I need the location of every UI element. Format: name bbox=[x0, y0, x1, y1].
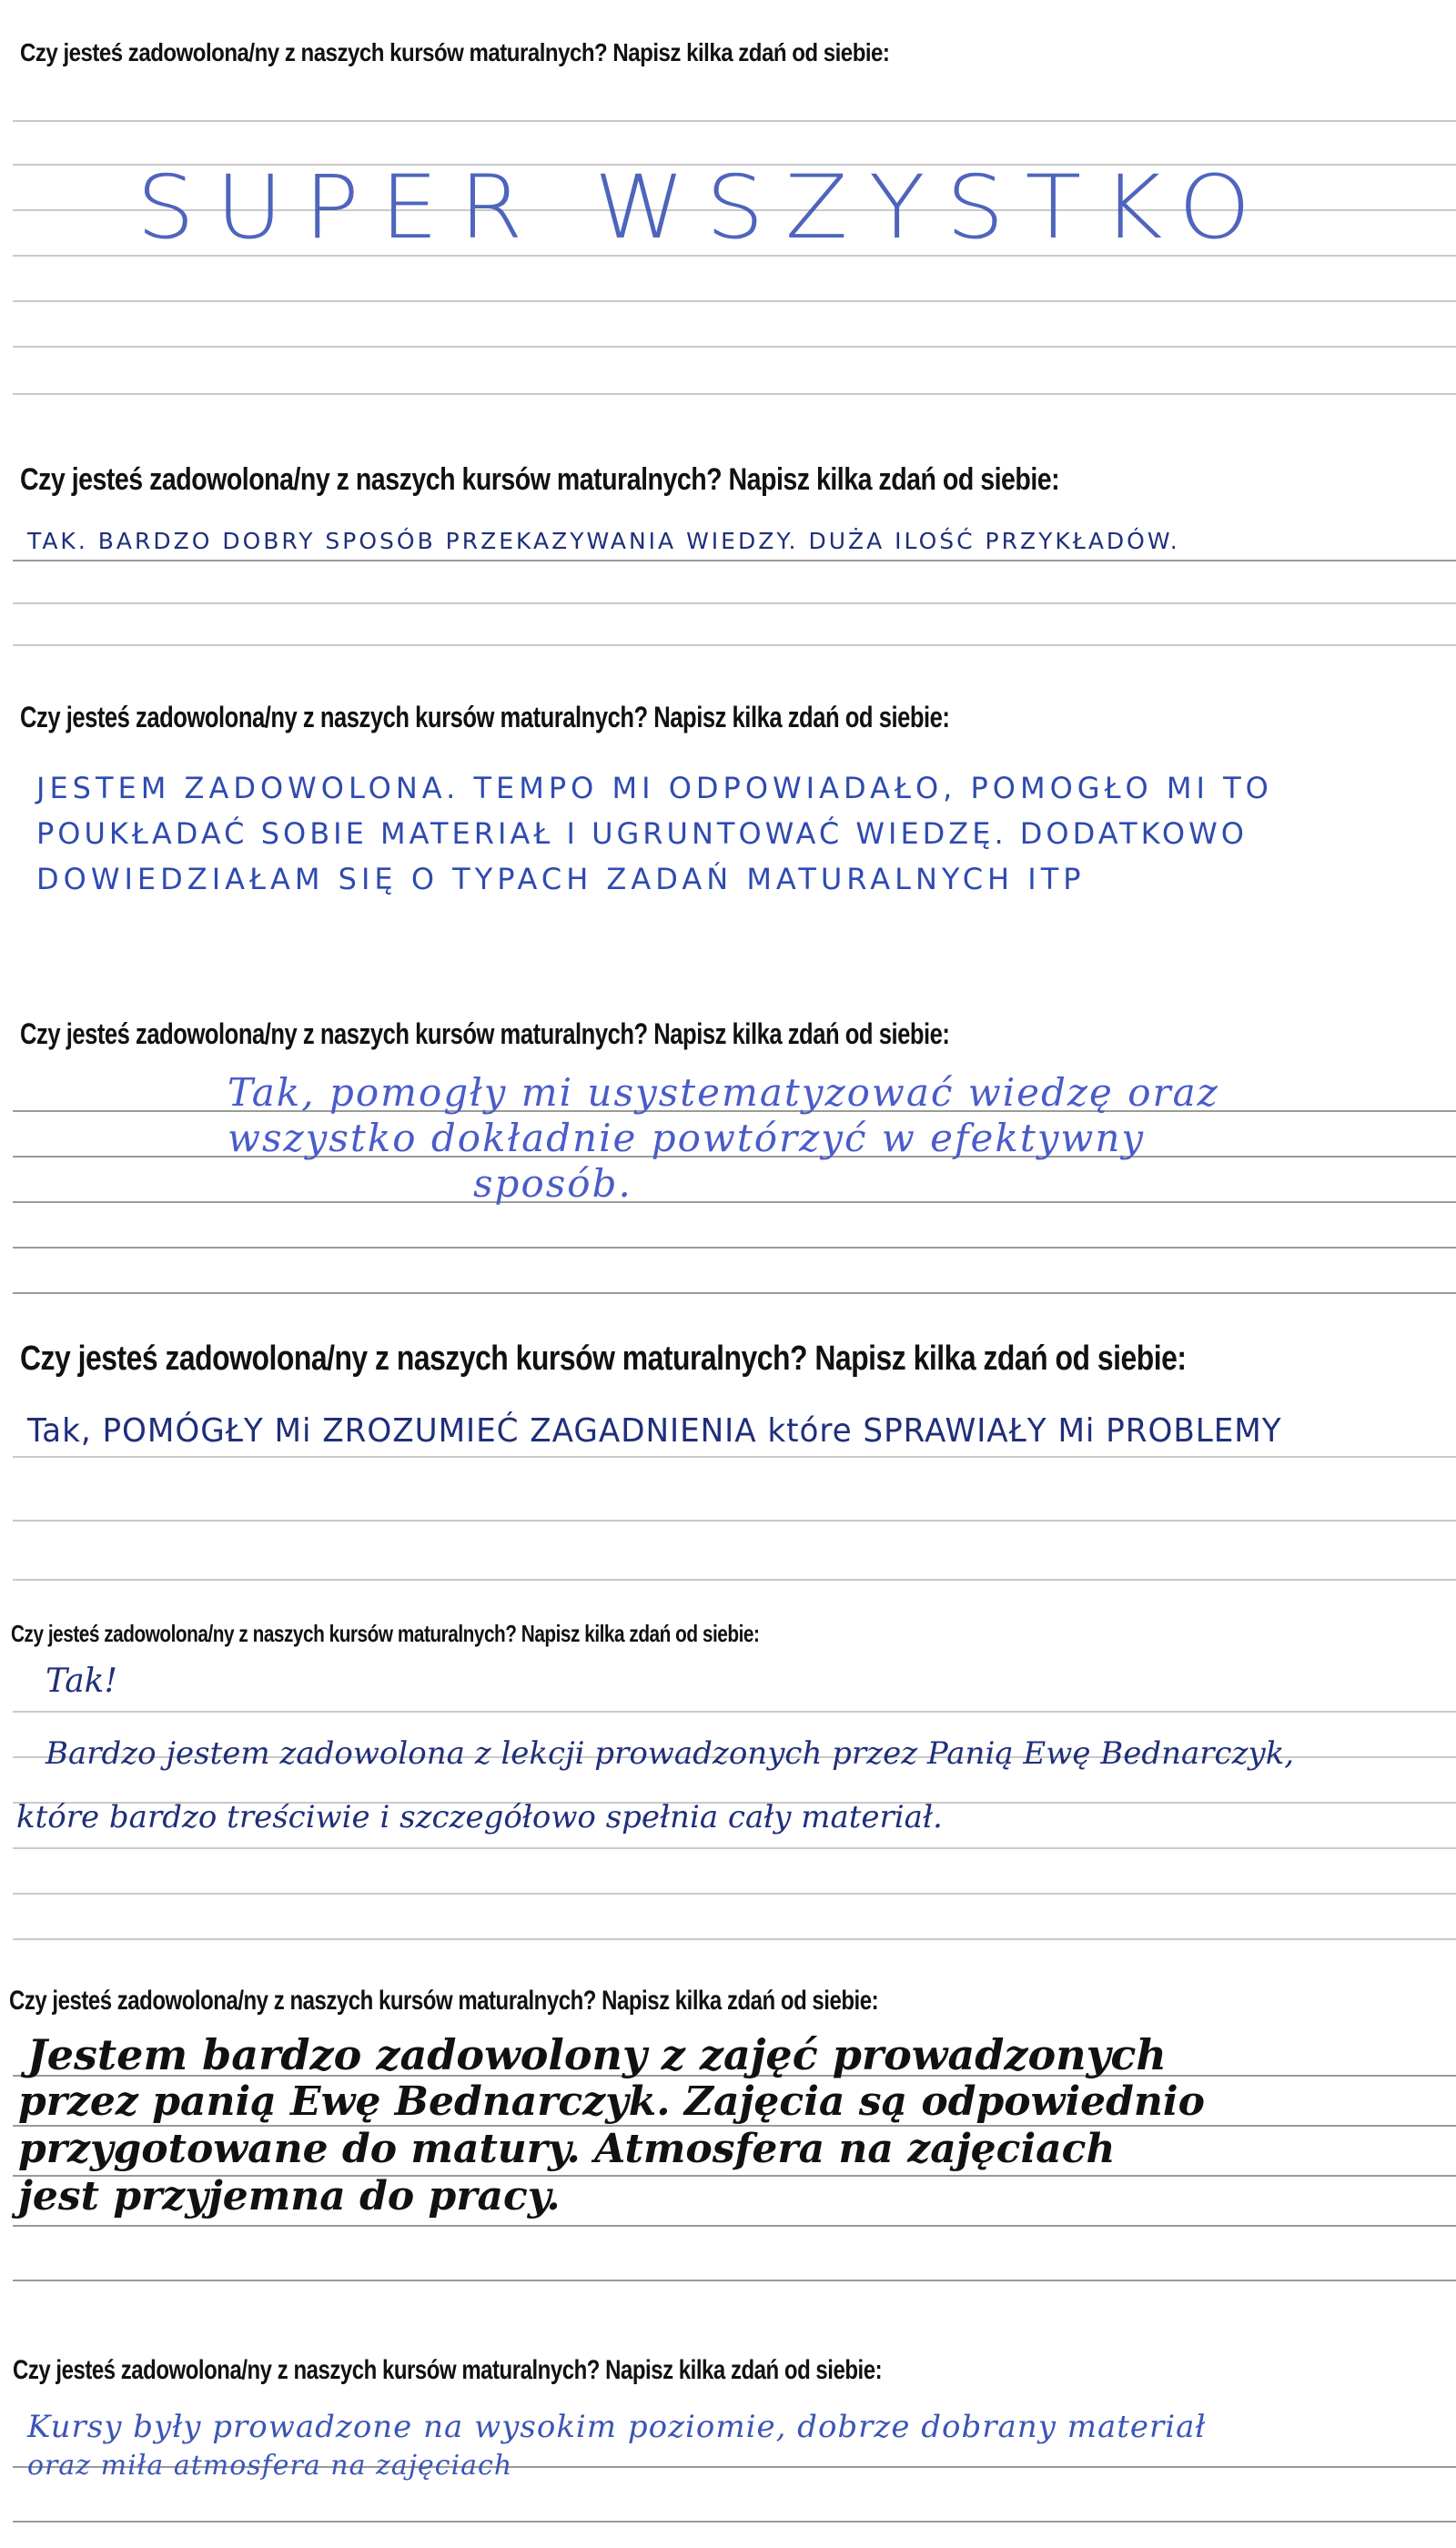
answer-line bbox=[13, 1847, 1456, 1849]
handwritten-answer-line: Kursy były prowadzone na wysokim poziomie, dobrze dobrany materiał bbox=[27, 2409, 1207, 2445]
handwritten-answer-line: sposób. bbox=[473, 1161, 632, 1206]
question-heading: Czy jesteś zadowolona/ny z naszych kursów maturalnych? Napisz kilka zdań od siebie: bbox=[13, 2355, 883, 2385]
answer-line bbox=[13, 300, 1456, 302]
answer-line bbox=[13, 560, 1456, 561]
question-heading: Czy jesteś zadowolona/ny z naszych kursów maturalnych? Napisz kilka zdań od siebie: bbox=[20, 462, 1060, 497]
answer-line bbox=[13, 602, 1456, 604]
answer-line bbox=[13, 644, 1456, 646]
answer-line bbox=[13, 1711, 1456, 1713]
handwritten-answer-line: Tak! bbox=[46, 1663, 117, 1700]
handwritten-answer-line: TAK. BARDZO DOBRY SPOSÓB PRZEKAZYWANIA WIEDZY. DUŻA ILOŚĆ PRZYKŁADÓW. bbox=[27, 528, 1180, 554]
answer-line bbox=[13, 1292, 1456, 1294]
handwritten-answer-line: Jestem bardzo zadowolony z zajęć prowadzonych bbox=[27, 2030, 1167, 2079]
handwritten-answer-line: POUKŁADAĆ SOBIE MATERIAŁ I UGRUNTOWAĆ WIEDZĘ. DODATKOWO bbox=[36, 816, 1248, 851]
handwritten-answer-line: które bardzo treściwie i szczegółowo spełnia cały materiał. bbox=[16, 1799, 943, 1835]
question-heading: Czy jesteś zadowolona/ny z naszych kursów maturalnych? Napisz kilka zdań od siebie: bbox=[20, 38, 890, 66]
answer-line bbox=[13, 2225, 1456, 2227]
question-heading: Czy jesteś zadowolona/ny z naszych kursów maturalnych? Napisz kilka zdań od siebie: bbox=[11, 1620, 760, 1647]
answer-line bbox=[13, 1893, 1456, 1895]
answer-line bbox=[13, 1520, 1456, 1522]
handwritten-answer-line: JESTEM ZADOWOLONA. TEMPO MI ODPOWIADAŁO, POMOGŁO MI TO bbox=[36, 771, 1273, 805]
handwritten-answer-line: oraz miła atmosfera na zajęciach bbox=[27, 2450, 513, 2482]
response-card-6 bbox=[0, 1620, 1456, 1984]
answer-line bbox=[13, 393, 1456, 395]
response-card-4 bbox=[0, 983, 1456, 1320]
answer-line bbox=[13, 1938, 1456, 1940]
handwritten-answer-line: przez panią Ewę Bednarczyk. Zajęcia są odpowiednio bbox=[18, 2078, 1205, 2125]
response-card-1 bbox=[0, 0, 1456, 446]
answer-line bbox=[13, 1201, 1456, 1203]
answer-line bbox=[13, 346, 1456, 348]
response-card-5 bbox=[0, 1320, 1456, 1620]
question-heading: Czy jesteś zadowolona/ny z naszych kursów maturalnych? Napisz kilka zdań od siebie: bbox=[20, 701, 950, 733]
answer-line bbox=[13, 2280, 1456, 2281]
handwritten-answer-line: jest przyjemna do pracy. bbox=[18, 2173, 561, 2219]
handwritten-answer-line: przygotowane do matury. Atmosfera na zajęciach bbox=[18, 2126, 1116, 2172]
response-card-3 bbox=[0, 682, 1456, 983]
handwritten-answer-line: wszystko dokładnie powtórzyć w efektywny bbox=[228, 1116, 1146, 1160]
question-heading: Czy jesteś zadowolona/ny z naszych kursów maturalnych? Napisz kilka zdań od siebie: bbox=[9, 1986, 879, 2016]
answer-line bbox=[13, 1247, 1456, 1249]
answer-line bbox=[13, 2521, 1456, 2523]
answer-line bbox=[13, 120, 1456, 122]
answer-line bbox=[13, 1456, 1456, 1458]
handwritten-answer-line: DOWIEDZIAŁAM SIĘ O TYPACH ZADAŃ MATURALNYCH ITP bbox=[36, 862, 1086, 896]
answer-line bbox=[13, 1579, 1456, 1581]
response-card-2 bbox=[0, 446, 1456, 682]
response-card-8 bbox=[0, 2339, 1456, 2548]
response-card-7 bbox=[0, 1984, 1456, 2339]
handwritten-answer-line: SUPER WSZYSTKO bbox=[136, 157, 1272, 258]
handwritten-answer-line: Tak, pomogły mi usystematyzować wiedzę oraz bbox=[228, 1070, 1219, 1115]
question-heading: Czy jesteś zadowolona/ny z naszych kursów maturalnych? Napisz kilka zdań od siebie: bbox=[20, 1340, 1187, 1378]
question-heading: Czy jesteś zadowolona/ny z naszych kursów maturalnych? Napisz kilka zdań od siebie: bbox=[20, 1017, 950, 1050]
handwritten-answer-line: Bardzo jestem zadowolona z lekcji prowadzonych przez Panią Ewę Bednarczyk, bbox=[46, 1735, 1295, 1772]
handwritten-answer-line: Tak, POMÓGŁY Mi ZROZUMIEĆ ZAGADNIENIA które SPRAWIAŁY Mi PROBLEMY bbox=[27, 1412, 1282, 1450]
